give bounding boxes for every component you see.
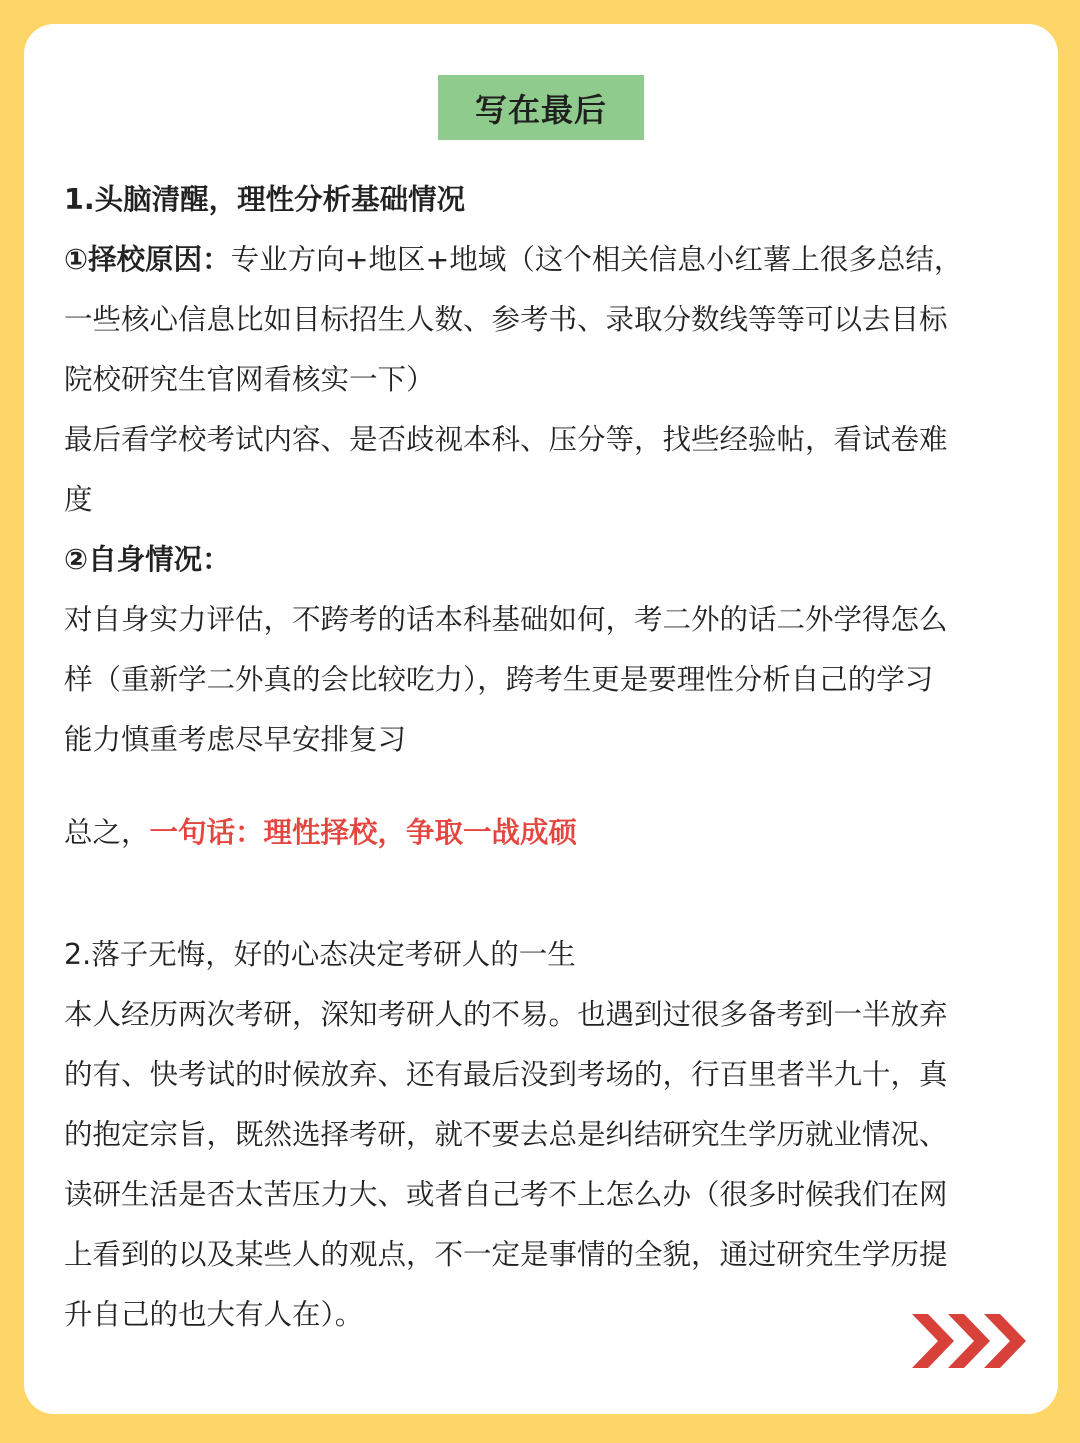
section-2-line: 升自己的也大有人在）。 xyxy=(64,1298,364,1331)
section-1-line: 一些核心信息比如目标招生人数、参考书、录取分数线等等可以去目标 xyxy=(64,303,948,336)
sub-1-text: 专业方向+地区+地域（这个相关信息小红薯上很多总结， xyxy=(230,243,963,276)
section-2-line: 上看到的以及某些人的观点，不一定是事情的全貌，通过研究生学历提 xyxy=(64,1238,948,1271)
triple-chevron-right-icon xyxy=(910,1308,1030,1374)
summary-highlight: 一句话：理性择校，争取一战成硕 xyxy=(149,816,578,849)
sub-2-label: ②自身情况： xyxy=(64,543,231,576)
section-1-line: 最后看学校考试内容、是否歧视本科、压分等，找些经验帖，看试卷难 xyxy=(64,423,948,456)
spacer xyxy=(64,770,1024,803)
section-1-line: 能力慎重考虑尽早安排复习 xyxy=(64,723,407,756)
page-title: 写在最后 xyxy=(438,75,644,140)
spacer xyxy=(64,863,1024,925)
section-2-line: 本人经历两次考研，深知考研人的不易。也遇到过很多备考到一半放弃 xyxy=(64,998,948,1031)
article-body xyxy=(64,170,1024,1345)
section-2-line: 读研生活是否太苦压力大、或者自己考不上怎么办（很多时候我们在网 xyxy=(64,1178,948,1211)
summary-prefix: 总之， xyxy=(64,816,150,849)
section-1-line: 对自身实力评估，不跨考的话本科基础如何，考二外的话二外学得怎么 xyxy=(64,603,948,636)
section-2-heading: 2.落子无悔，好的心态决定考研人的一生 xyxy=(64,938,576,971)
section-2-line: 的抱定宗旨，既然选择考研，就不要去总是纠结研究生学历就业情况、 xyxy=(64,1118,948,1151)
sub-1-label: ①择校原因： xyxy=(64,243,231,276)
section-1-line: 院校研究生官网看核实一下） xyxy=(64,363,435,396)
section-1-paragraph-1 xyxy=(64,230,1024,290)
section-2-line: 的有、快考试的时候放弃、还有最后没到考场的，行百里者半九十，真 xyxy=(64,1058,948,1091)
section-1-line: 样（重新学二外真的会比较吃力），跨考生更是要理性分析自己的学习 xyxy=(64,663,934,696)
summary-line xyxy=(64,803,1024,863)
section-1-line: 度 xyxy=(64,483,93,516)
section-1-heading: 1.头脑清醒，理性分析基础情况 xyxy=(64,183,466,216)
